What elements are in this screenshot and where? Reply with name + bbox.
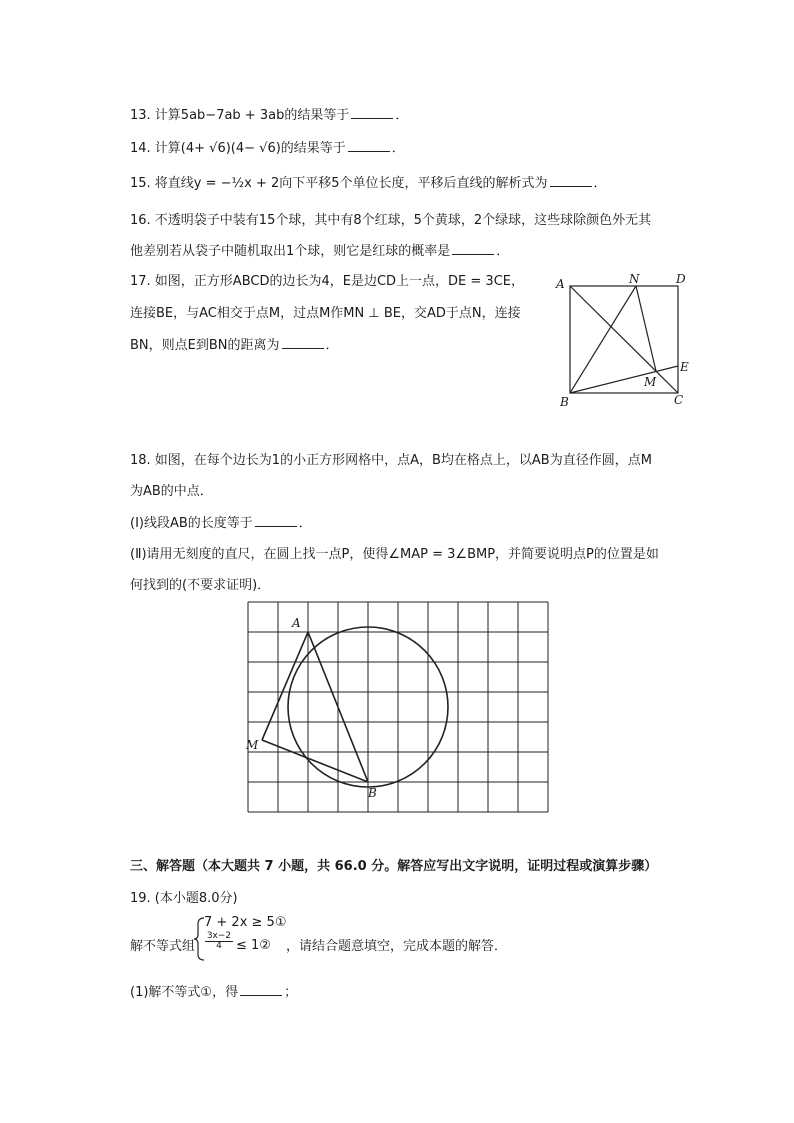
- answer-blank: [550, 174, 592, 187]
- label-m: M: [246, 738, 259, 752]
- label-b: B: [368, 786, 377, 800]
- question-18-line1: 18. 如图，在每个边长为1的小正方形网格中，点A，B均在格点上，以AB为直径作圆，点M: [130, 453, 652, 468]
- question-14: 14. 计算(4+ √6)(4− √6)的结果等于 ．: [130, 141, 405, 156]
- fraction-3x-2-over-4: 3x−2 4: [206, 931, 232, 951]
- square-figure-17: [552, 270, 702, 410]
- question-19-title: 19. (本小题8.0分): [130, 891, 238, 906]
- question-19-step1: (1)解不等式①，得 ；: [130, 985, 298, 1000]
- answer-blank: [240, 983, 282, 996]
- label-b: B: [560, 395, 569, 409]
- segment-mn: [636, 286, 656, 371]
- answer-blank: [282, 336, 324, 349]
- question-18-part1: (Ⅰ)线段AB的长度等于 ．: [130, 516, 312, 531]
- label-n: N: [629, 272, 640, 286]
- question-17-line2: 连接BE，与AC相交于点M，过点M作MN ⊥ BE，交AD于点N，连接: [130, 306, 521, 321]
- answer-blank: [255, 514, 297, 527]
- diagonal-ac: [570, 286, 678, 393]
- segment-be: [570, 366, 678, 393]
- question-16-line1: 16. 不透明袋子中装有15个球，其中有8个红球，5个黄球，2个绿球，这些球除颜色外无其: [130, 213, 652, 228]
- grid-circle-figure-18: [240, 596, 556, 820]
- question-15: 15. 将直线y = −½x + 2向下平移5个单位长度，平移后直线的解析式为 ．: [130, 176, 607, 191]
- question-13: 13. 计算5ab−7ab + 3ab的结果等于 ．: [130, 108, 409, 123]
- segment-bn: [570, 286, 636, 393]
- label-c: C: [674, 393, 684, 407]
- question-18-line2: 为AB的中点．: [130, 484, 213, 499]
- inequality-2-rest: ≤ 1②: [236, 938, 271, 953]
- question-18-part2-line1: (Ⅱ)请用无刻度的直尺，在圆上找一点P，使得∠MAP = 3∠BMP，并简要说明点P的位置是如: [130, 547, 659, 562]
- section-3-heading: 三、解答题（本大题共 7 小题，共 66.0 分。解答应写出文字说明，证明过程或演算步骤）: [130, 859, 658, 874]
- answer-blank: [348, 139, 390, 152]
- question-19-suffix: ，请结合题意填空，完成本题的解答．: [286, 939, 508, 954]
- question-17-line3: BN，则点E到BN的距离为 ．: [130, 338, 339, 353]
- question-17-line1: 17. 如图，正方形ABCD的边长为4，E是边CD上一点，DE = 3CE，: [130, 274, 524, 289]
- label-e: E: [680, 360, 689, 374]
- label-a: A: [292, 616, 301, 630]
- label-d: D: [676, 272, 686, 286]
- answer-blank: [452, 242, 494, 255]
- answer-blank: [351, 106, 393, 119]
- label-a: A: [556, 277, 565, 291]
- segment-am: [262, 632, 308, 740]
- question-16-line2: 他差别若从袋子中随机取出1个球，则它是红球的概率是 ．: [130, 244, 510, 259]
- question-18-part2-line2: 何找到的(不要求证明)．: [130, 578, 271, 593]
- inequality-1: 7 + 2x ≥ 5①: [204, 915, 287, 930]
- label-m: M: [644, 375, 657, 389]
- question-19-prefix: 解不等式组: [130, 939, 196, 954]
